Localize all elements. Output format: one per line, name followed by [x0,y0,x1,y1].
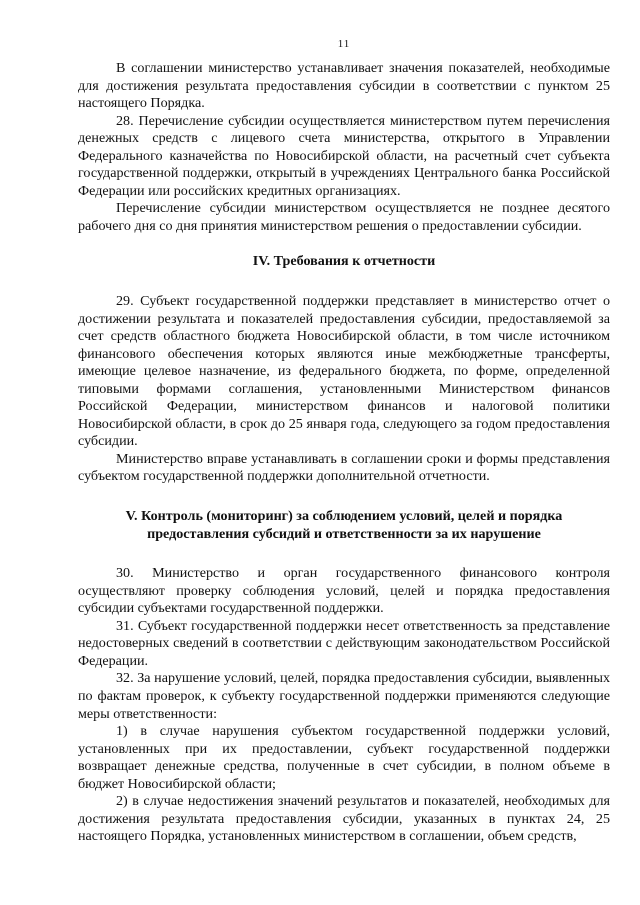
paragraph-32-measures: 32. За нарушение условий, целей, порядка предоставления субсидии, выявленных по фактам проверок, к субъекту государственной поддержки применяются следующие меры ответственности: [78,670,610,722]
paragraph-29-report: 29. Субъект государственной поддержки представляет в министерство отчет о достижении результата и показателей предоставления субсидии, предоставляемой за счет средств областного бюджета Новосибирской области, в том числе источником финансового обеспечения которых являются иные межбюджетные трансферты, имеющие целевое назначение, из федерального бюджета, по форме, определенной типовыми формами соглашения, установленными Министерством финансов Российской Федерации, министерством финансов и налоговой политики Новосибирской области, в срок до 25 января года, следующего за годом предоставления субсидии. [78,293,610,450]
paragraph-additional-reporting: Министерство вправе устанавливать в соглашении сроки и формы представления субъектом государственной поддержки дополнительной отчетности. [78,450,610,485]
paragraph-agreement-indicators: В соглашении министерство устанавливает значения показателей, необходимые для достижения результата предоставления субсидии в соответствии с пунктом 25 настоящего Порядка. [78,60,610,112]
paragraph-31-responsibility: 31. Субъект государственной поддержки несет ответственность за представление недостоверных сведений в соответствии с действующим законодательством Российской Федерации. [78,617,610,669]
paragraph-28-transfer: 28. Перечисление субсидии осуществляется министерством путем перечисления денежных средств с лицевого счета министерства, открытого в Управлении Федерального казначейства по Новосибирской области, на расчетный счет субъекта государственной поддержки, открытый в учреждениях Центрального банка Российской Федерации или российских кредитных организациях. [78,112,610,199]
paragraph-measure-1: 1) в случае нарушения субъектом государственной поддержки условий, установленных при их предоставлении, субъект государственной поддержки возвращает денежные средства, полученные в счет субсидии, в полном объеме в бюджет Новосибирской области; [78,723,610,792]
paragraph-transfer-deadline: Перечисление субсидии министерством осуществляется не позднее десятого рабочего дня со дня принятия министерством решения о предоставлении субсидии. [78,200,610,234]
paragraph-30-inspection: 30. Министерство и орган государственного финансового контроля осуществляют проверку соблюдения условий, целей и порядка предоставления субсидии субъектами государственной поддержки. [78,565,610,617]
document-page [78,0,610,905]
document-body [78,60,610,846]
page-number: 11 [337,38,351,50]
section-heading-v: V. Контроль (мониторинг) за соблюдением условий, целей и порядка предоставления субсидий и ответственности за их нарушение [125,508,563,542]
paragraph-measure-2: 2) в случае недостижения значений результатов и показателей, необходимых для достижения результата предоставления субсидии, указанных в пунктах 24, 25 настоящего Порядка, установленных министерством в соглашении, объем средств, [78,793,610,845]
section-heading-iv: IV. Требования к отчетности [252,253,436,270]
